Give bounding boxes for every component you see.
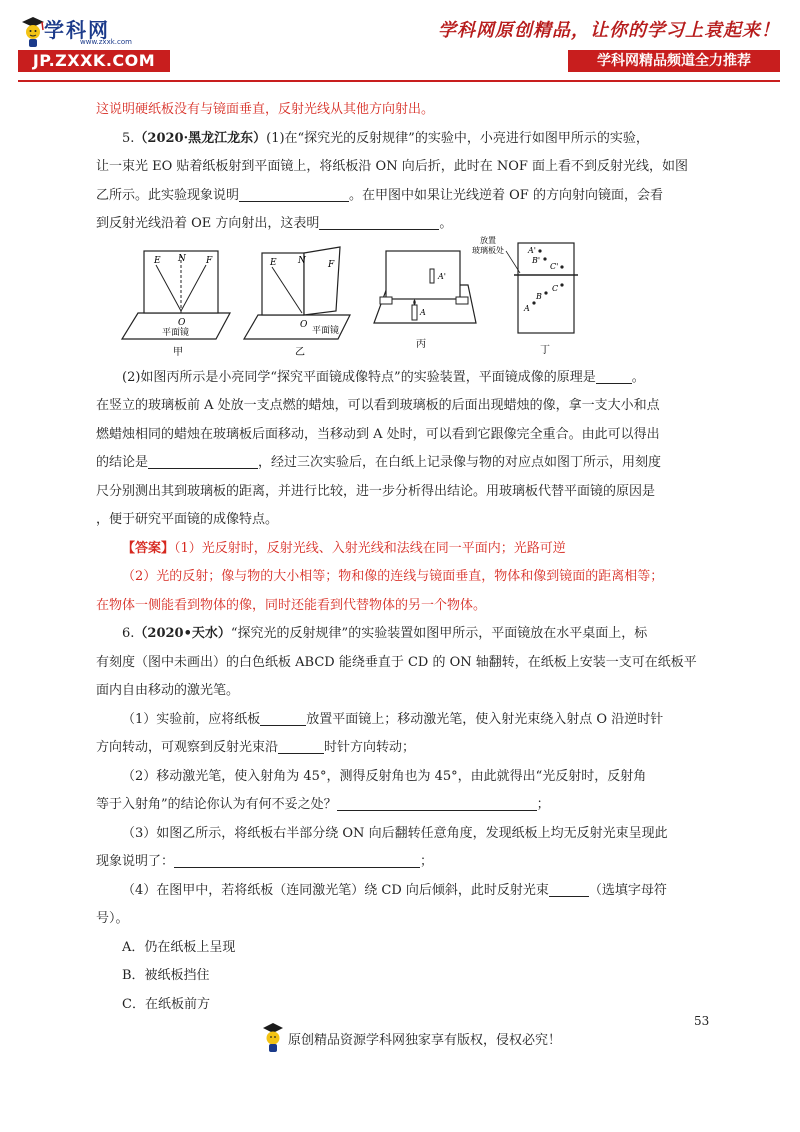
q5-line-3 — [96, 182, 708, 211]
svg-text:A: A — [420, 307, 426, 317]
q5-line-6: 在竖立的玻璃板前 A 处放一支点燃的蜡烛，可以看到玻璃板的后面出现蜡烛的像，拿一支大小和点 — [96, 398, 660, 413]
q6-line-7 — [96, 791, 708, 820]
q6-s2-b-pre: 等于入射角”的结论你认为有何不妥之处？ — [96, 797, 337, 812]
svg-text:O: O — [178, 317, 186, 328]
q5-blank-1[interactable] — [239, 185, 349, 202]
document-body — [96, 96, 708, 1019]
pt-b: B — [536, 291, 542, 301]
q5-part1-a: (1)在“探究光的反射规律”的实验中，小亮进行如图甲所示的实验， — [266, 130, 649, 146]
q6-s4-a-post: （选填字母符 — [588, 882, 667, 898]
figure-jia — [118, 245, 238, 357]
zxxk-logo[interactable] — [18, 12, 168, 74]
q5-part2-d-post: ，经过三次实验后，在白纸上记录像与物的对应点如图丁所示，用刻度 — [258, 455, 662, 470]
brand-name: 学科网 — [44, 18, 110, 42]
q5-part1-d-pre: 到反射光线沿着 OE 方向射出，这表明 — [96, 216, 320, 231]
svg-text:E: E — [270, 257, 277, 268]
q6-number: 6. — [122, 626, 135, 641]
mascot-icon — [262, 1020, 284, 1054]
mirror-label-jia: 平面镜 — [162, 327, 190, 338]
q5-source: （2020·黑龙江龙东） — [134, 130, 267, 146]
q5-line-10: ，便于研究平面镜的成像特点。 — [96, 512, 279, 527]
q6-s1-b-post: 时针方向转动； — [324, 740, 416, 755]
q5-part1-c-post: 。在甲图中如果让光线逆着 OF 的方向射向镜面，会看 — [349, 187, 663, 203]
q5-part1-d-post: 。 — [439, 216, 453, 231]
glass-label: 放置玻璃板处 — [472, 235, 504, 255]
pt-a: A — [524, 303, 530, 313]
q5-number: 5. — [122, 130, 135, 146]
page-header — [0, 0, 800, 80]
fig-label-jia: 甲 — [173, 346, 183, 357]
recommend-banner: 学科网精品频道全力推荐 — [568, 50, 780, 72]
q6-blank-1[interactable] — [260, 709, 306, 726]
intro-line: 这说明硬纸板没有与镜面垂直，反射光线从其他方向射出。 — [96, 102, 435, 117]
q5-blank-2[interactable] — [319, 213, 439, 230]
q6-s1-b-pre: 方向转动，可观察到反射光束沿 — [96, 740, 279, 755]
q6-option-a: A．仍在纸板上呈现 — [122, 939, 236, 955]
q5-part2-a-post: 。 — [631, 369, 645, 385]
q6-line-9 — [96, 848, 708, 877]
svg-text:O: O — [300, 319, 308, 330]
q5-blank-3[interactable] — [596, 367, 632, 384]
svg-text:E: E — [154, 255, 161, 266]
q6-s2-b-post: ； — [536, 797, 550, 812]
q6-s4-a-pre: （4）在图甲中，若将纸板（连同激光笔）绕 CD 向后倾斜，此时反射光束 — [122, 882, 549, 898]
brand-domain: www.zxxk.com — [80, 38, 132, 46]
pt-b-prime: B' — [532, 255, 541, 265]
q6-blank-5[interactable] — [549, 880, 589, 897]
q6-option-b: B．被纸板挡住 — [122, 968, 210, 983]
pt-c: C — [552, 283, 559, 293]
q6-source: （2020•天水） — [134, 626, 231, 641]
svg-text:N: N — [178, 253, 186, 264]
svg-text:A': A' — [438, 271, 446, 281]
pt-c-prime: C' — [550, 261, 559, 271]
q5-part2-a-pre: (2)如图丙所示是小亮同学“探究平面镜成像特点”的实验装置，平面镜成像的原理是 — [122, 369, 596, 385]
q6-blank-4[interactable] — [174, 851, 420, 868]
q6-line-5 — [96, 734, 708, 763]
q6-stem-a: “探究光的反射规律”的实验装置如图甲所示，平面镜放在水平桌面上，标 — [230, 626, 648, 641]
q6-s3-b-pre: 现象说明了： — [96, 854, 175, 869]
fig-label-yi: 乙 — [295, 346, 305, 357]
q5-line-5 — [96, 364, 708, 393]
logo-url: JP.ZXXK.COM — [18, 50, 170, 72]
q6-line-1 — [96, 620, 708, 649]
figure-ding — [470, 229, 610, 359]
svg-text:N: N — [298, 255, 306, 266]
fig-label-ding: 丁 — [540, 344, 550, 356]
answer-line-2: （2）光的反射；像与物的大小相等；物和像的连线与镜面垂直，物体和像到镜面的距离相等； — [122, 569, 664, 584]
q6-line-8: （3）如图乙所示，将纸板右半部分绕 ON 向后翻转任意角度，发现纸板上均无反射光束呈现此 — [122, 825, 668, 841]
q6-line-11: 号）。 — [96, 911, 129, 926]
answer-1: （1）光反射时，反射光线、入射光线和法线在同一平面内；光路可逆 — [174, 540, 566, 556]
fig-label-bing: 丙 — [416, 338, 426, 350]
q5-part2-d-pre: 的结论是 — [96, 455, 149, 470]
q6-blank-2[interactable] — [278, 737, 324, 754]
q6-line-10 — [96, 877, 708, 906]
q6-option-c: C．在纸板前方 — [122, 996, 210, 1012]
q6-s1-a-post: 放置平面镜上；移动激光笔，使入射光束绕入射点 O 沿逆时针 — [306, 711, 664, 727]
q6-line-6: （2）移动激光笔，使入射角为 45°，测得反射角也为 45°，由此就得出“光反射时，反射角 — [122, 768, 647, 784]
q6-blank-3[interactable] — [337, 794, 537, 811]
header-slogan: 学科网原创精品，让你的学习上袁起来！ — [438, 20, 780, 41]
figure-bing — [364, 245, 484, 357]
header-divider — [18, 80, 780, 82]
q6-line-2: 有刻度（图中未画出）的白色纸板 ABCD 能绕垂直于 CD 的 ON 轴翻转，在纸板上安装一支可在纸板平 — [96, 654, 697, 670]
copyright-notice: 原创精品资源学科网独家享有版权，侵权必究！ — [288, 1033, 562, 1048]
mirror-label-yi: 平面镜 — [312, 325, 340, 336]
q5-line-7: 燃蜡烛相同的蜡烛在玻璃板后面移动，当移动到 A 处时，可以看到它跟像完全重合。由此可以得出 — [96, 426, 660, 442]
q6-s3-b-post: ； — [420, 854, 434, 869]
pt-a-prime: A' — [528, 245, 536, 255]
answer-line-3: 在物体一侧能看到物体的像，同时还能看到代替物体的另一个物体。 — [96, 597, 487, 613]
q6-line-3: 面内自由移动的激光笔。 — [96, 683, 240, 698]
page-number: 53 — [694, 1014, 710, 1028]
q5-line-8 — [96, 449, 708, 478]
q5-figures — [96, 235, 708, 360]
page-footer — [262, 1020, 592, 1060]
q5-blank-4[interactable] — [148, 452, 258, 469]
q5-line-2: 让一束光 EO 贴着纸板射到平面镜上，将纸板沿 ON 向后折，此时在 NOF 面上看不到反射光线，如图 — [96, 159, 689, 174]
q6-s1-a-pre: （1）实验前，应将纸板 — [122, 711, 261, 727]
q5-line-4 — [96, 210, 708, 239]
svg-text:F: F — [328, 259, 335, 270]
q5-line-1 — [96, 125, 708, 154]
answer-tag: 【答案】 — [122, 540, 175, 556]
q5-part1-c-pre: 乙所示。此实验现象说明 — [96, 187, 240, 203]
answer-line-1 — [96, 535, 708, 564]
svg-text:F: F — [206, 255, 213, 266]
figure-yi — [240, 245, 360, 357]
q5-line-9: 尺分别测出其到玻璃板的距离，并进行比较，进一步分析得出结论。用玻璃板代替平面镜的原因是 — [96, 483, 656, 499]
q6-line-4 — [96, 706, 708, 735]
mascot-icon — [20, 14, 46, 48]
